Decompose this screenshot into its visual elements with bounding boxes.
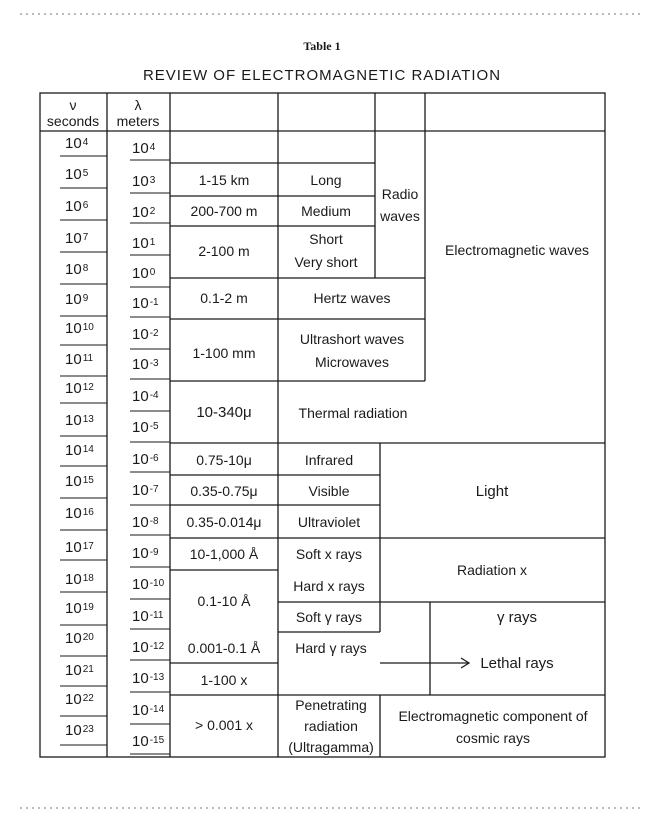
table-title: REVIEW OF ELECTROMAGNETIC RADIATION [142, 67, 502, 84]
range-thermal: 10-340μ [196, 404, 252, 421]
wavelength-base: 10 [132, 608, 149, 625]
table-caption: Table 1 [303, 39, 341, 53]
wavelength-base: 10 [132, 265, 149, 282]
wavelength-base: 10 [132, 733, 149, 750]
group-radiation-x: Radiation x [456, 562, 528, 578]
wavelength-base: 10 [132, 235, 149, 252]
frequency-base: 10 [65, 600, 82, 617]
frequency-exponent: 23 [82, 724, 94, 735]
frequency-base: 10 [65, 539, 82, 556]
wavelength-base: 10 [132, 482, 149, 499]
frequency-base: 10 [65, 380, 82, 397]
group-radio-2: waves [380, 208, 420, 224]
range-medium: 200-700 m [190, 203, 258, 219]
name-hertz: Hertz waves [313, 290, 391, 306]
wavelength-base: 10 [132, 576, 149, 593]
wavelength-exponent-cell [132, 205, 155, 220]
range-hard-x: 0.1-10 Å [197, 593, 251, 609]
frequency-base: 10 [65, 505, 82, 522]
wavelength-exponent: -14 [149, 704, 165, 715]
range-hard-gamma: 0.001-0.1 Å [187, 640, 261, 656]
wavelength-base: 10 [132, 295, 149, 312]
frequency-exponent: 7 [82, 232, 89, 243]
wavelength-exponent: -6 [149, 453, 159, 464]
frequency-exponent: 20 [82, 632, 94, 643]
wavelength-base: 10 [132, 670, 149, 687]
frequency-exponent: 13 [82, 414, 94, 425]
wavelength-exponent-cell [132, 483, 159, 498]
frequency-base: 10 [65, 722, 82, 739]
frequency-exponent: 11 [82, 353, 94, 364]
frequency-base: 10 [65, 351, 82, 368]
wavelength-exponent: 2 [149, 206, 156, 217]
wavelength-exponent: -9 [149, 547, 159, 558]
wavelength-exponent-cell [132, 734, 164, 749]
wavelength-exponent-cell [132, 609, 163, 624]
wavelength-exponent-cell [132, 327, 159, 342]
wavelength-exponent: -10 [149, 578, 165, 589]
frequency-base: 10 [65, 662, 82, 679]
frequency-symbol: ν [69, 97, 77, 113]
frequency-exponent: 5 [82, 168, 89, 179]
frequency-exponent-cell [65, 663, 94, 678]
wavelength-exponent: -7 [149, 484, 159, 495]
name-visible: Visible [308, 483, 350, 499]
wavelength-exponent-cell [132, 515, 159, 530]
range-soft-x: 10-1,000 Å [189, 546, 259, 562]
range-cosmic: > 0.001 x [195, 717, 253, 733]
frequency-exponent-cell [65, 231, 88, 246]
name-penetrating-2: radiation [304, 718, 358, 734]
name-infrared: Infrared [304, 452, 354, 468]
frequency-exponent-cell [65, 167, 88, 182]
frequency-exponent: 9 [82, 293, 89, 304]
frequency-base: 10 [65, 442, 82, 459]
name-medium: Medium [301, 203, 351, 219]
wavelength-base: 10 [132, 326, 149, 343]
wavelength-exponent: -11 [149, 610, 164, 621]
frequency-exponent-cell [65, 443, 94, 458]
frequency-base: 10 [65, 166, 82, 183]
wavelength-exponent: 0 [149, 267, 156, 278]
frequency-exponent: 6 [82, 200, 89, 211]
name-soft-x: Soft x rays [295, 546, 363, 562]
frequency-base: 10 [65, 412, 82, 429]
frequency-exponent-cell [65, 692, 94, 707]
frequency-exponent-cell [65, 352, 93, 367]
frequency-exponent-cell [65, 723, 94, 738]
name-soft-gamma: Soft γ rays [295, 609, 363, 625]
wavelength-exponent-cell [132, 266, 155, 281]
wavelength-exponent-cell [132, 357, 159, 372]
frequency-exponent-cell [65, 506, 94, 521]
wavelength-exponent-cell [132, 174, 155, 189]
name-long: Long [310, 172, 342, 188]
frequency-exponent: 10 [82, 322, 94, 333]
frequency-exponent: 15 [82, 475, 94, 486]
frequency-exponent: 21 [82, 664, 94, 675]
frequency-base: 10 [65, 571, 82, 588]
frequency-base: 10 [65, 135, 82, 152]
frequency-exponent-cell [65, 601, 94, 616]
range-visible: 0.35-0.75μ [190, 483, 258, 499]
frequency-exponent-cell [65, 199, 88, 214]
name-very-short: Very short [294, 254, 358, 270]
frequency-exponent-cell [65, 136, 88, 151]
wavelength-base: 10 [132, 173, 149, 190]
frequency-exponent-cell [65, 631, 94, 646]
frequency-base: 10 [65, 291, 82, 308]
range-hertz: 0.1-2 m [200, 290, 248, 306]
frequency-base: 10 [65, 320, 82, 337]
group-lethal: Lethal rays [480, 655, 554, 672]
wavelength-base: 10 [132, 140, 149, 157]
wavelength-base: 10 [132, 388, 149, 405]
group-light: Light [475, 483, 509, 500]
wavelength-exponent: -15 [149, 735, 165, 746]
wavelength-exponent-cell [132, 141, 155, 156]
wavelength-exponent-cell [132, 296, 159, 311]
wavelength-base: 10 [132, 419, 149, 436]
range-short: 2-100 m [198, 243, 250, 259]
frequency-exponent-cell [65, 540, 94, 555]
wavelength-base: 10 [132, 514, 149, 531]
wavelength-base: 10 [132, 204, 149, 221]
wavelength-base: 10 [132, 356, 149, 373]
frequency-exponent-cell [65, 381, 94, 396]
group-cosmic-2: cosmic rays [456, 730, 530, 746]
frequency-unit: seconds [46, 113, 100, 129]
frequency-base: 10 [65, 198, 82, 215]
wavelength-exponent: -5 [149, 421, 159, 432]
wavelength-symbol: λ [134, 97, 142, 113]
frequency-base: 10 [65, 630, 82, 647]
wavelength-exponent-cell [132, 703, 164, 718]
frequency-exponent: 17 [82, 541, 94, 552]
wavelength-exponent-cell [132, 577, 164, 592]
wavelength-exponent-cell [132, 671, 164, 686]
wavelength-exponent: 3 [149, 175, 156, 186]
frequency-exponent-cell [65, 474, 94, 489]
group-gamma: γ rays [496, 609, 538, 626]
wavelength-exponent: 4 [149, 142, 156, 153]
wavelength-exponent-cell [132, 452, 159, 467]
wavelength-exponent-cell [132, 236, 155, 251]
frequency-exponent: 19 [82, 602, 94, 613]
name-penetrating-1: Penetrating [295, 697, 367, 713]
wavelength-exponent-cell [132, 640, 164, 655]
wavelength-exponent-cell [132, 546, 159, 561]
group-cosmic-1: Electromagnetic component of [398, 708, 588, 724]
name-short: Short [309, 231, 343, 247]
wavelength-base: 10 [132, 702, 149, 719]
wavelength-exponent-cell [132, 420, 159, 435]
frequency-exponent: 4 [82, 137, 89, 148]
frequency-exponent-cell [65, 321, 94, 336]
frequency-base: 10 [65, 691, 82, 708]
frequency-exponent: 22 [82, 693, 94, 704]
range-ultraviolet: 0.35-0.014μ [186, 514, 262, 530]
wavelength-exponent: -13 [149, 672, 165, 683]
name-hard-x: Hard x rays [293, 578, 365, 594]
group-em-waves: Electromagnetic waves [445, 242, 589, 258]
name-microwaves: Microwaves [315, 354, 389, 370]
wavelength-exponent: -12 [149, 641, 165, 652]
frequency-base: 10 [65, 230, 82, 247]
name-ultraviolet: Ultraviolet [297, 514, 361, 530]
frequency-exponent: 16 [82, 507, 94, 518]
frequency-exponent-cell [65, 262, 88, 277]
frequency-base: 10 [65, 473, 82, 490]
wavelength-exponent: -1 [149, 297, 159, 308]
wavelength-base: 10 [132, 639, 149, 656]
name-penetrating-3: (Ultragamma) [288, 739, 374, 755]
range-ultrashort: 1-100 mm [192, 345, 256, 361]
frequency-exponent-cell [65, 292, 88, 307]
name-hard-gamma: Hard γ rays [295, 640, 367, 656]
frequency-exponent: 14 [82, 444, 94, 455]
frequency-exponent: 8 [82, 263, 89, 274]
name-ultrashort: Ultrashort waves [299, 331, 405, 347]
wavelength-exponent: 1 [149, 237, 156, 248]
wavelength-exponent: -8 [149, 516, 159, 527]
wavelength-exponent: -3 [149, 358, 159, 369]
name-thermal: Thermal radiation [298, 405, 408, 421]
frequency-exponent-cell [65, 413, 94, 428]
frequency-exponent: 18 [82, 573, 94, 584]
range-lethal: 1-100 x [200, 672, 248, 688]
wavelength-base: 10 [132, 451, 149, 468]
wavelength-unit: meters [116, 113, 160, 129]
wavelength-exponent: -2 [149, 328, 159, 339]
frequency-base: 10 [65, 261, 82, 278]
range-infrared: 0.75-10μ [196, 452, 252, 468]
wavelength-exponent-cell [132, 389, 159, 404]
group-radio-1: Radio [381, 186, 419, 202]
frequency-exponent: 12 [82, 382, 94, 393]
range-long: 1-15 km [198, 172, 250, 188]
wavelength-exponent: -4 [149, 390, 159, 401]
frequency-exponent-cell [65, 572, 94, 587]
wavelength-base: 10 [132, 545, 149, 562]
